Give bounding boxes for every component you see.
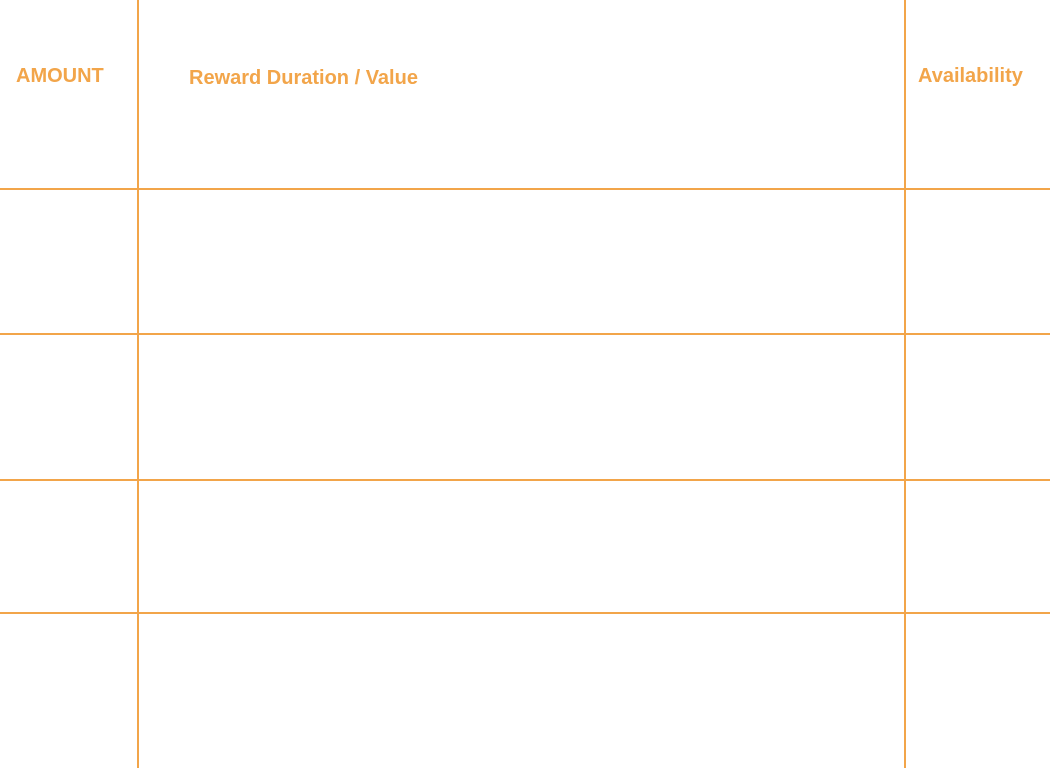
table-row-3-amount — [0, 481, 137, 612]
table-row-4-amount — [0, 614, 137, 768]
table-row-1-availability — [906, 190, 1050, 333]
column-header-reward: Reward Duration / Value — [189, 67, 418, 89]
table-row-4-availability — [906, 614, 1050, 768]
column-header-availability: Availability — [918, 65, 1023, 87]
table-row-3-availability — [906, 481, 1050, 612]
column-header-amount: AMOUNT — [16, 65, 104, 87]
table-row-1-amount — [0, 190, 137, 333]
table-row-4-reward — [139, 614, 904, 768]
table-row-2-amount — [0, 335, 137, 479]
table-row-2-reward — [139, 335, 904, 479]
table-row-3-reward — [139, 481, 904, 612]
table-row-1-reward — [139, 190, 904, 333]
table-row-2-availability — [906, 335, 1050, 479]
